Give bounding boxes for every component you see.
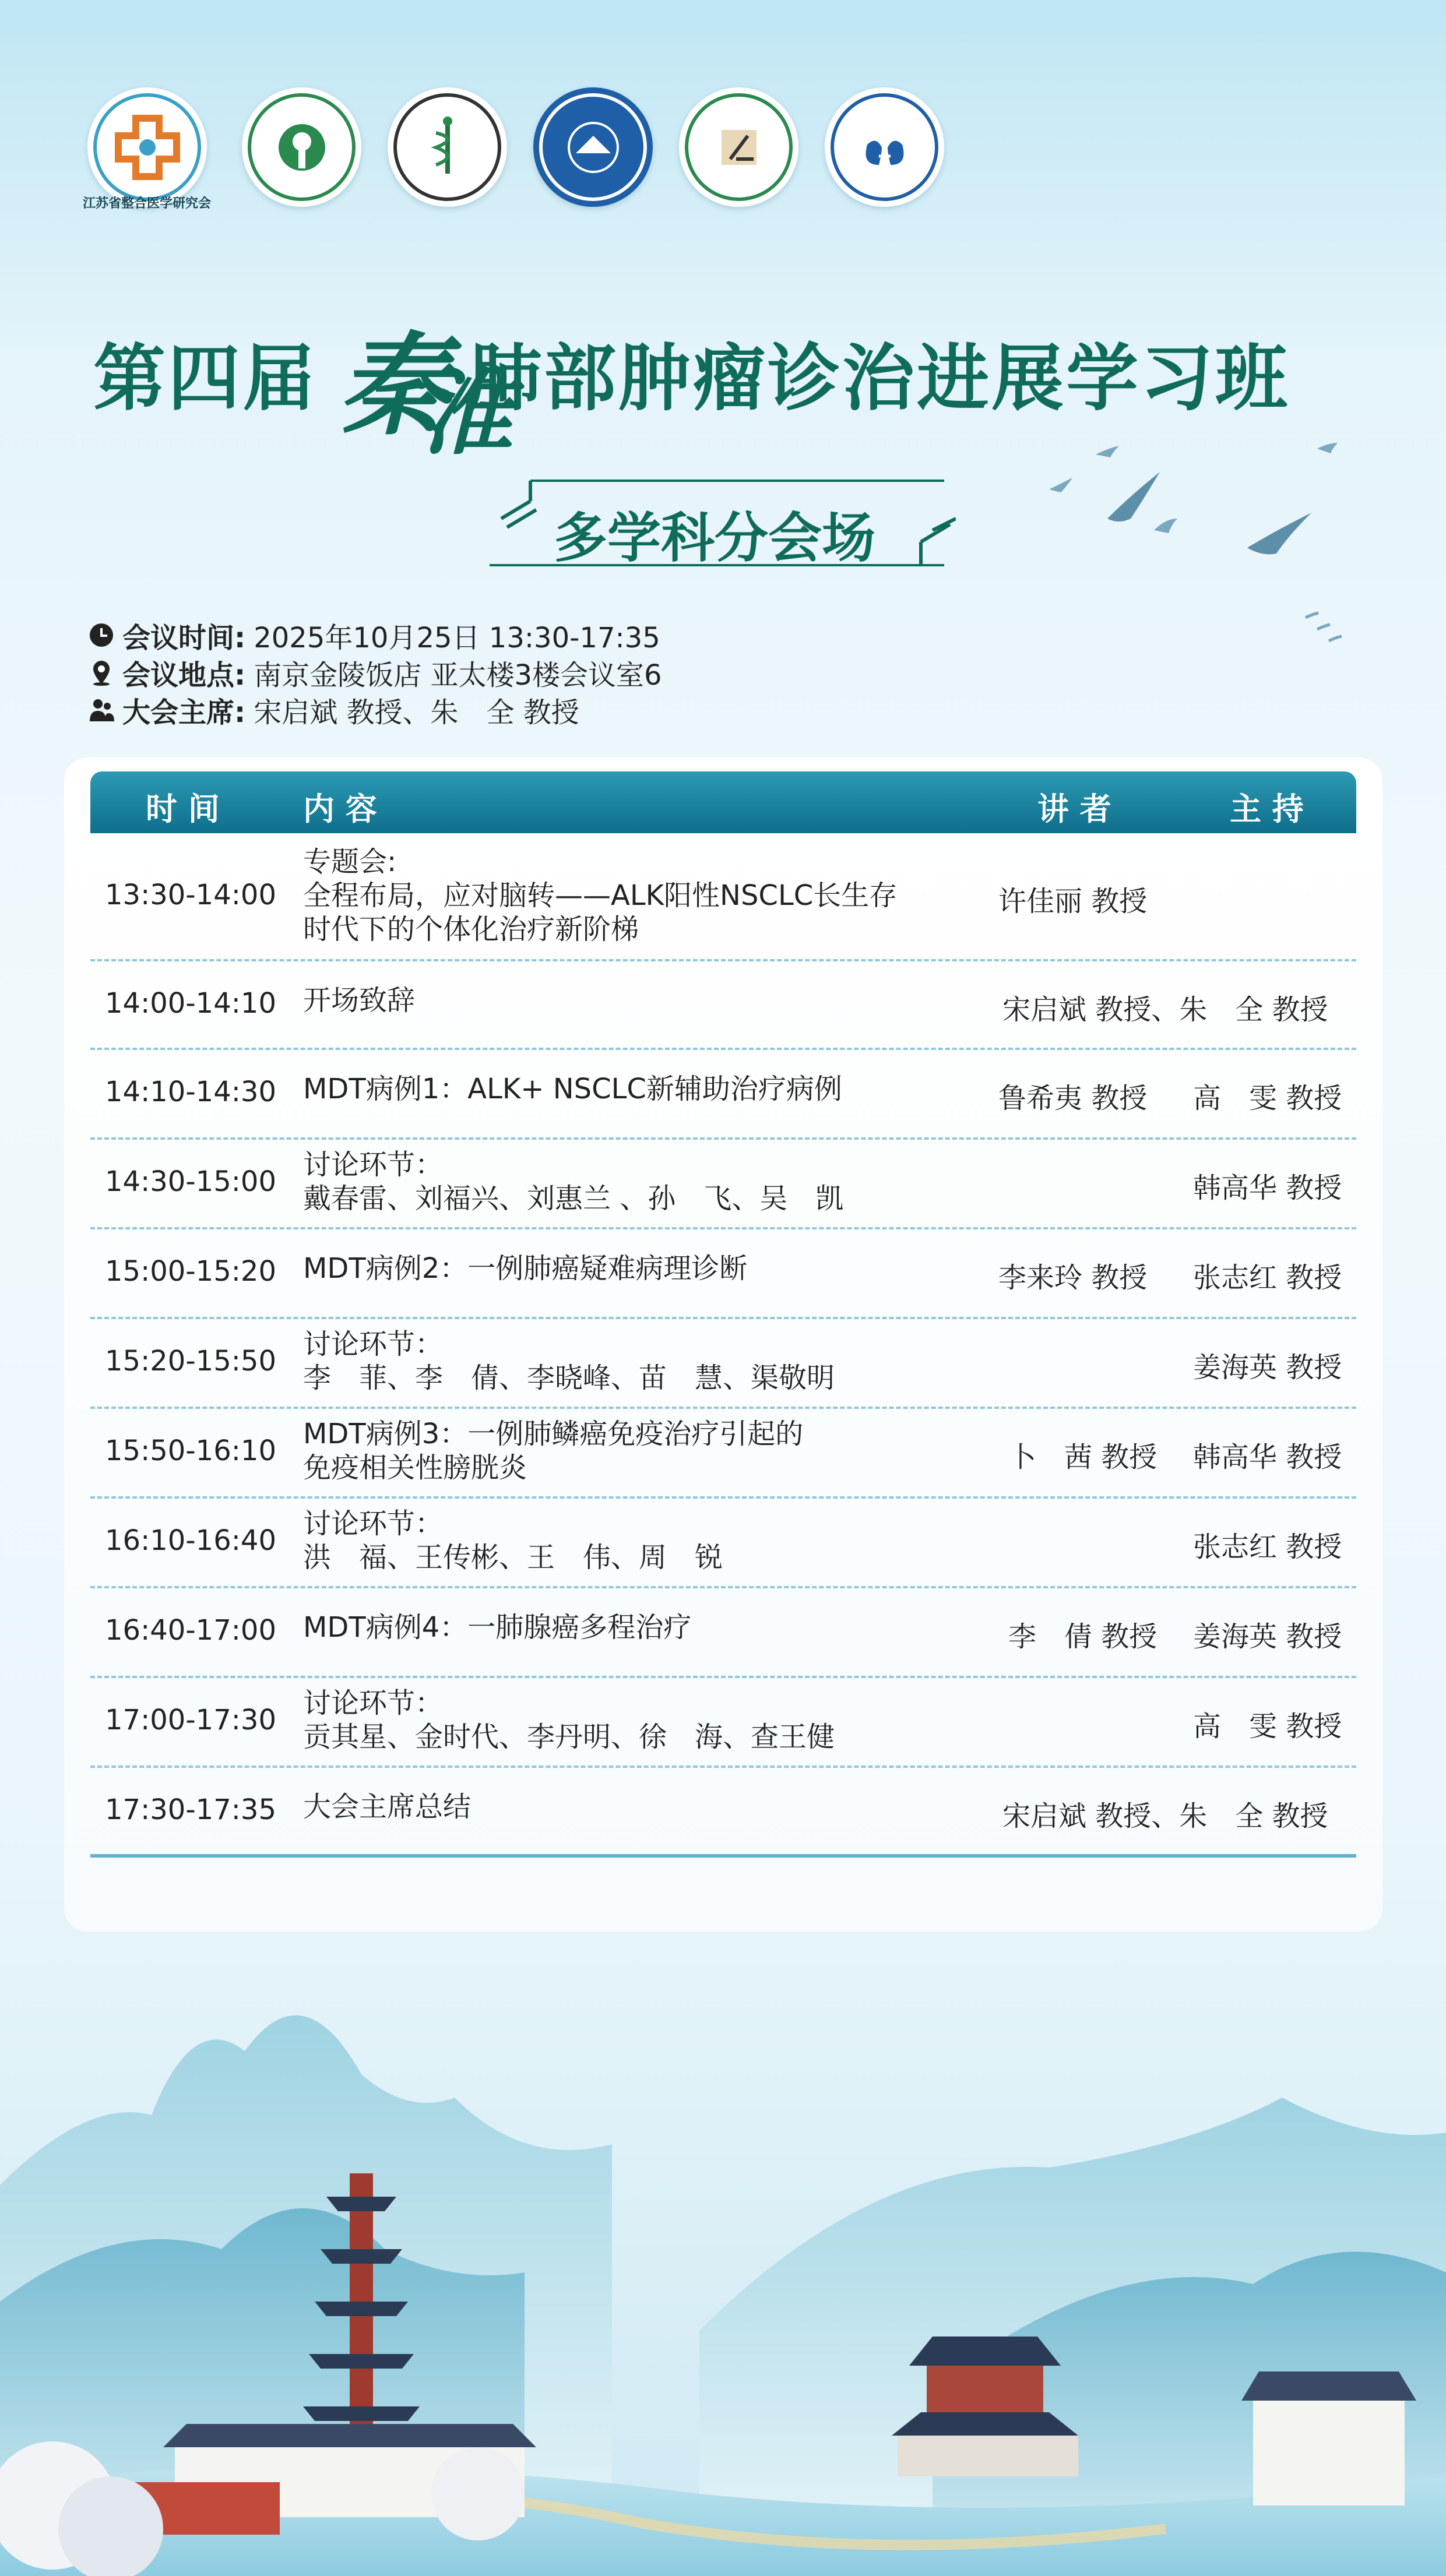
row-time: 17:00-17:30 — [105, 1704, 276, 1736]
qinhuai-char-2: 淮 — [420, 358, 513, 467]
clock-icon — [87, 621, 115, 649]
table-row — [90, 1586, 1356, 1678]
sponsor-logos — [83, 87, 962, 227]
schedule-header — [90, 771, 1356, 833]
row-host: 高 雯 教授 — [1193, 1082, 1342, 1115]
row-time: 14:30-15:00 — [105, 1165, 276, 1198]
row-content — [303, 1252, 747, 1285]
meeting-time-row — [87, 616, 662, 654]
table-row — [90, 1496, 1356, 1588]
title-main: 肺部肿瘤诊治进展学习班 — [469, 337, 1290, 421]
schedule-card — [64, 757, 1382, 1932]
people-icon — [87, 696, 115, 724]
jiangsu-anticancer-association-logo — [242, 87, 361, 207]
content-line: MDT病例3：一例肺鳞癌免疫治疗引起的 — [303, 1418, 804, 1450]
title-prefix: 第四届 — [93, 337, 318, 421]
meeting-time-label: 会议时间: — [122, 621, 246, 654]
logo-caption: 江苏省整合医学研究会 — [83, 196, 212, 211]
header-speaker: 讲 者 — [1037, 791, 1111, 827]
table-row — [90, 959, 1356, 1050]
row-time: 15:00-15:20 — [105, 1255, 276, 1288]
content-line: 戴春雷、刘福兴、刘惠兰 、孙 飞、吴 凯 — [303, 1182, 844, 1215]
session-subtitle — [490, 478, 956, 571]
row-speaker: 鲁希夷 教授 — [998, 1082, 1148, 1115]
jiangsu-peoples-hospital-logo — [533, 87, 653, 207]
row-host: 姜海英 教授 — [1193, 1351, 1342, 1384]
table-bottom-rule — [90, 1854, 1356, 1858]
table-row — [90, 834, 1356, 961]
row-time: 15:20-15:50 — [105, 1345, 276, 1377]
content-line: 开场致辞 — [303, 984, 416, 1017]
content-line: 讨论环节： — [303, 1687, 444, 1719]
content-line: MDT病例4：一肺腺癌多程治疗 — [303, 1611, 692, 1644]
content-line: 李 菲、李 倩、李晓峰、苗 慧、渠敬明 — [303, 1362, 835, 1394]
content-line: MDT病例1：ALK+ NSCLC新辅助治疗病例 — [303, 1073, 842, 1105]
row-host: 张志红 教授 — [1193, 1531, 1342, 1563]
row-content — [303, 1417, 803, 1485]
content-line: 全程布局，应对脑转——ALK阳性NSCLC长生存 — [303, 879, 898, 912]
row-speaker: 宋启斌 教授、朱 全 教授 — [1002, 1800, 1328, 1833]
row-host: 韩高华 教授 — [1193, 1441, 1342, 1474]
table-row — [90, 1137, 1356, 1229]
table-row — [90, 1766, 1356, 1854]
location-pin-icon — [87, 658, 115, 686]
table-row — [90, 1048, 1356, 1140]
table-row — [90, 1407, 1356, 1499]
qinhuai-char-1: 秦 — [338, 320, 449, 450]
meeting-chair-label: 大会主席: — [122, 696, 246, 729]
header-time: 时 间 — [146, 791, 220, 827]
table-row — [90, 1676, 1356, 1768]
row-speaker: 李来玲 教授 — [998, 1261, 1148, 1294]
row-content — [303, 1072, 842, 1106]
row-time: 16:40-17:00 — [105, 1614, 276, 1647]
content-line: 免疫相关性膀胱炎 — [303, 1451, 527, 1484]
row-host: 高 雯 教授 — [1193, 1710, 1342, 1743]
row-speaker: 宋启斌 教授、朱 全 教授 — [1002, 993, 1328, 1026]
content-line: 洪 福、王传彬、王 伟、周 锐 — [303, 1541, 723, 1574]
row-content — [303, 1611, 691, 1644]
row-host: 姜海英 教授 — [1193, 1620, 1342, 1653]
row-content — [303, 1790, 471, 1824]
content-line: 讨论环节： — [303, 1148, 444, 1181]
birds-illustration — [1037, 431, 1364, 664]
meeting-location-value: 南京金陵饭店 亚太楼3楼会议室6 — [254, 658, 662, 692]
meeting-time-value: 2025年10月25日 13:30-17:35 — [254, 621, 660, 654]
event-title — [93, 303, 1375, 467]
row-speaker: 李 倩 教授 — [1008, 1620, 1157, 1653]
row-content — [303, 845, 897, 946]
table-row — [90, 1227, 1356, 1319]
content-line: 专题会: — [303, 845, 397, 878]
table-row — [90, 1317, 1356, 1409]
lung-cancer-forum-logo — [679, 87, 798, 207]
content-line: MDT病例2：一例肺癌疑难病理诊断 — [303, 1252, 748, 1285]
row-content — [303, 1327, 835, 1395]
meeting-location-label: 会议地点: — [122, 658, 246, 692]
meeting-chair-value: 宋启斌 教授、朱 全 教授 — [254, 696, 579, 729]
row-time: 17:30-17:35 — [105, 1793, 276, 1826]
subtitle-text: 多学科分会场 — [554, 507, 876, 569]
row-content — [303, 984, 415, 1017]
jiangsu-integrative-medicine-logo — [87, 87, 207, 207]
row-host: 张志红 教授 — [1193, 1261, 1342, 1294]
row-time: 13:30-14:00 — [105, 879, 276, 911]
nanjing-landscape-illustration — [0, 1923, 1446, 2576]
row-speaker: 卜 茜 教授 — [1008, 1441, 1157, 1474]
row-time: 14:10-14:30 — [105, 1076, 276, 1108]
content-line: 贡其星、金时代、李丹明、徐 海、查王健 — [303, 1721, 835, 1753]
row-time: 16:10-16:40 — [105, 1524, 276, 1557]
jiangsu-geriatrics-society-logo — [388, 87, 507, 207]
row-content — [303, 1686, 835, 1754]
lung-health-logo — [825, 87, 944, 207]
row-content — [303, 1148, 843, 1215]
header-content: 内 容 — [303, 791, 377, 827]
row-speaker: 许佳丽 教授 — [998, 885, 1148, 918]
content-line: 时代下的个体化治疗新阶梯 — [303, 913, 639, 946]
content-line: 讨论环节： — [303, 1328, 444, 1361]
content-line: 讨论环节： — [303, 1507, 444, 1540]
meeting-info — [87, 616, 662, 728]
row-time: 14:00-14:10 — [105, 987, 276, 1020]
header-host: 主 持 — [1230, 791, 1304, 827]
meeting-location-row — [87, 654, 662, 691]
meeting-chair-row — [87, 691, 662, 728]
row-content — [303, 1507, 723, 1574]
row-host: 韩高华 教授 — [1193, 1172, 1342, 1204]
content-line: 大会主席总结 — [303, 1791, 472, 1823]
row-time: 15:50-16:10 — [105, 1435, 276, 1467]
